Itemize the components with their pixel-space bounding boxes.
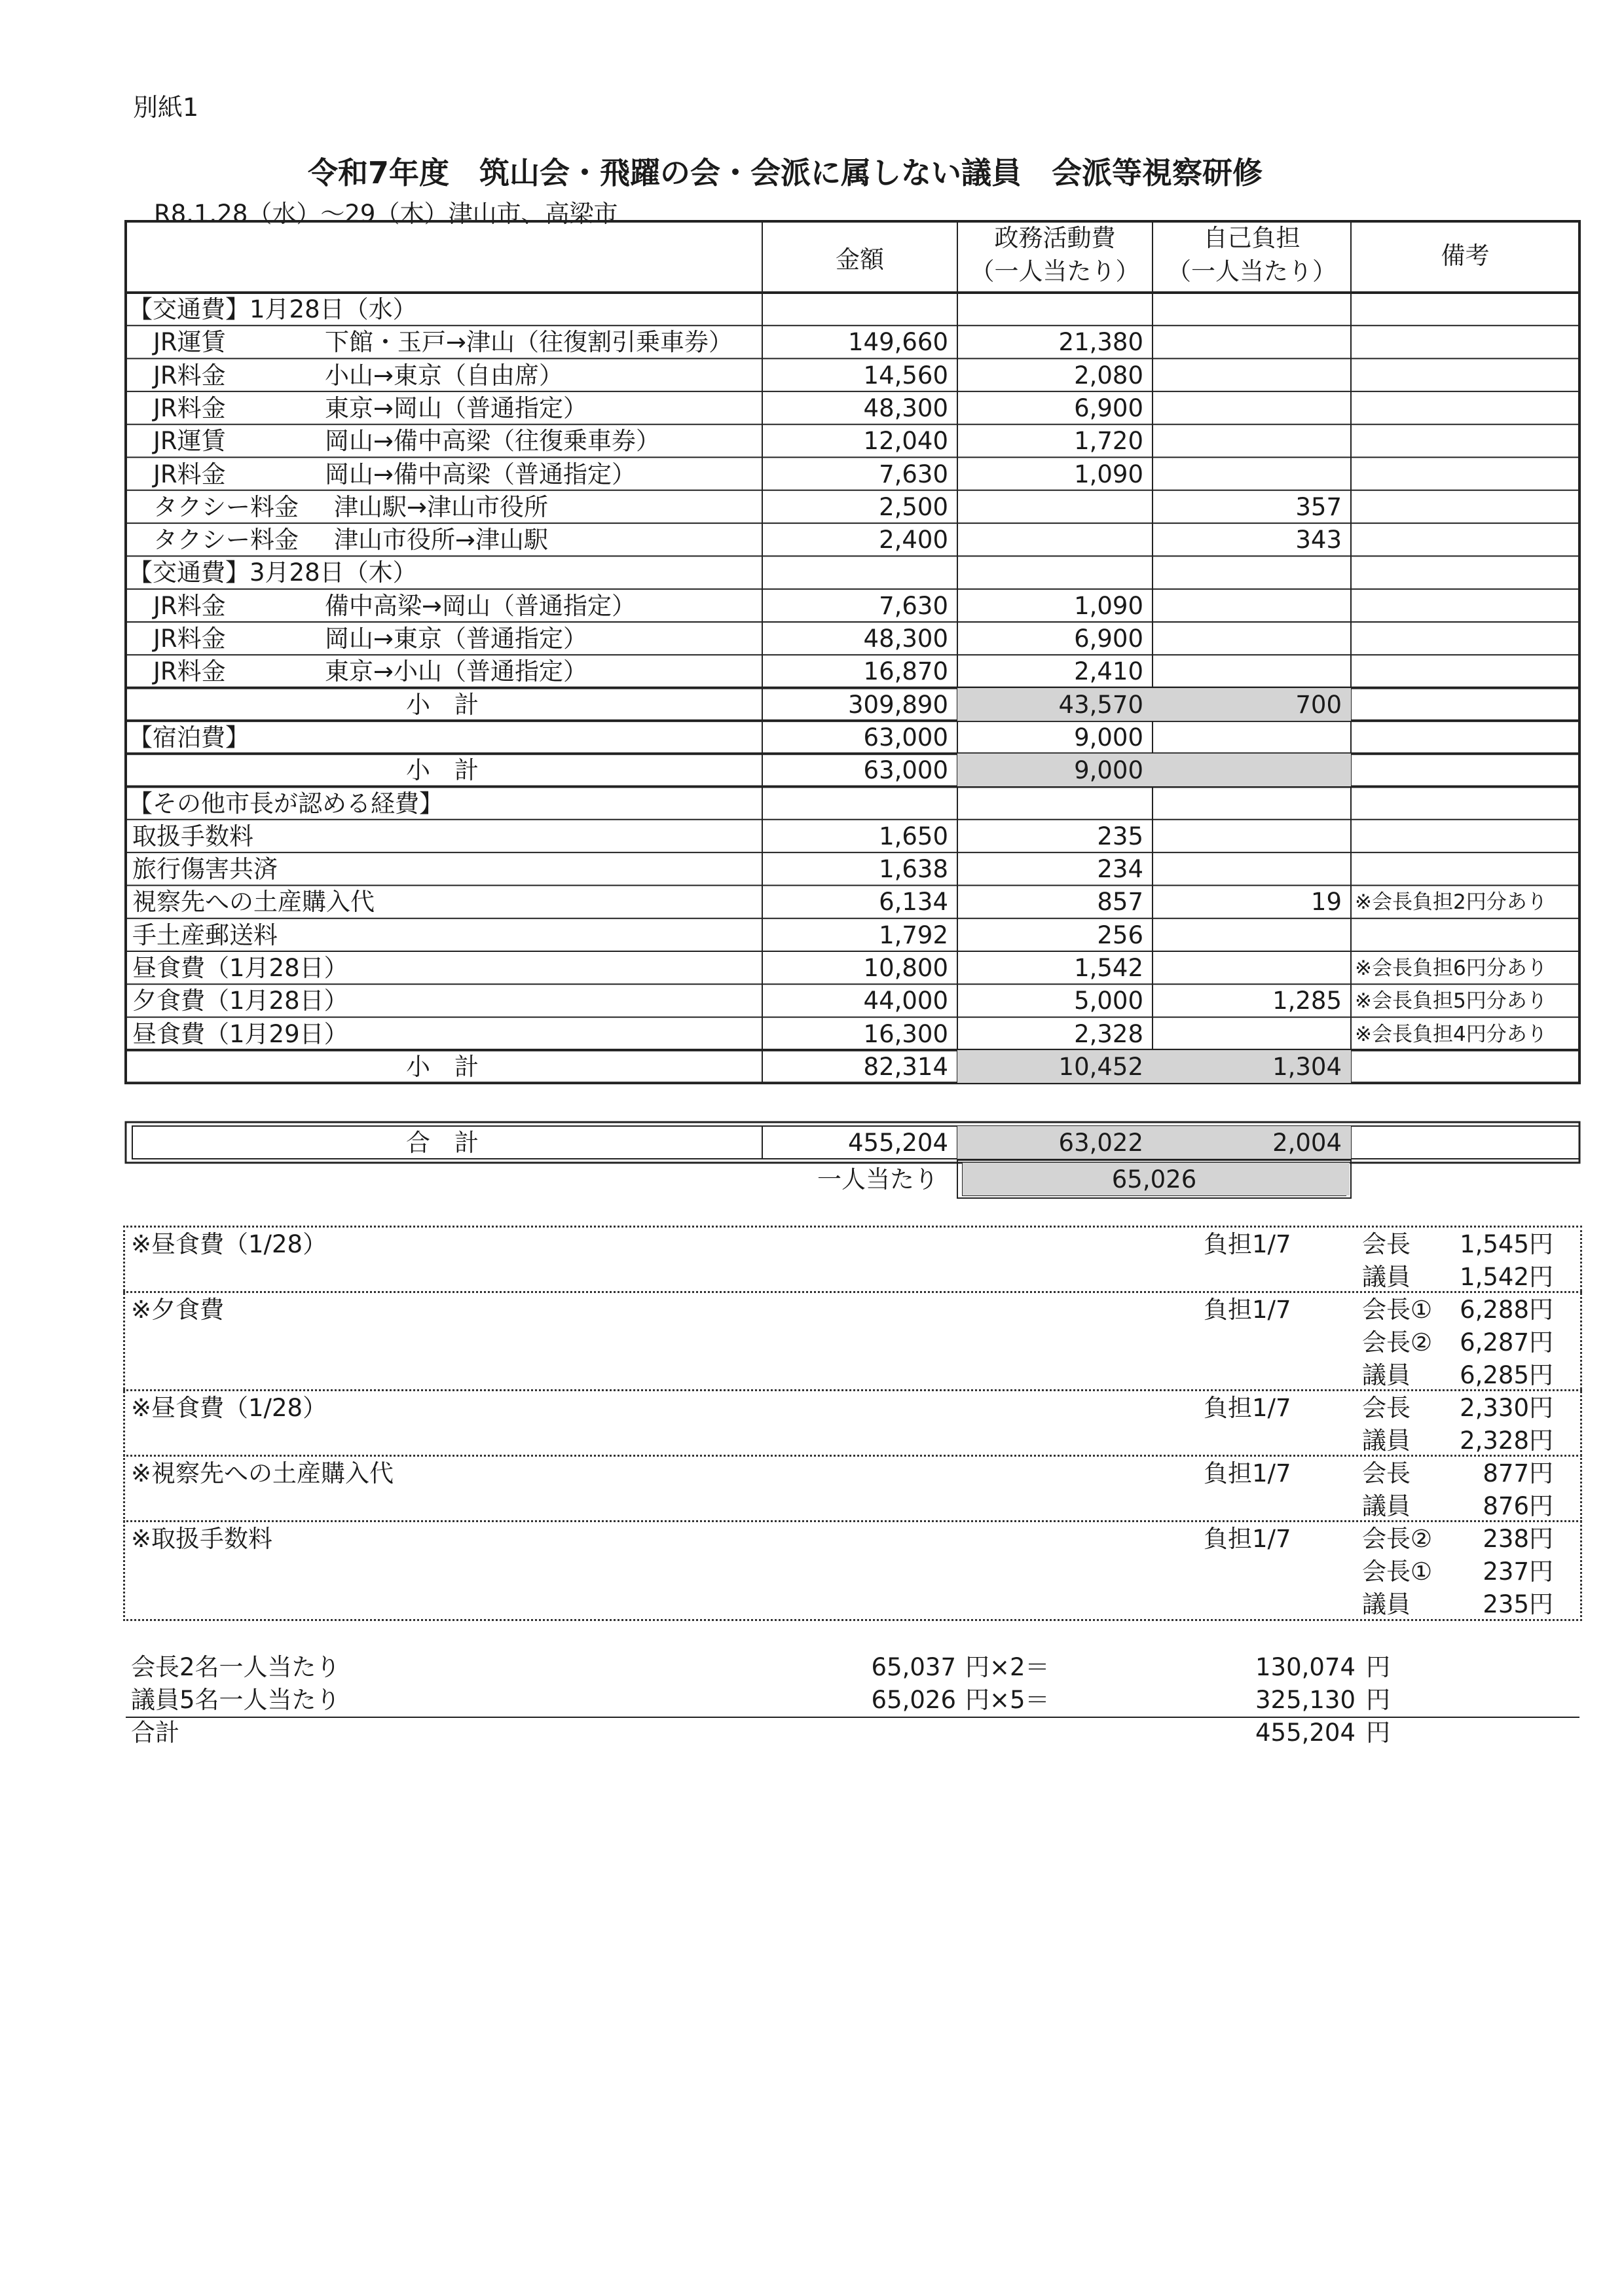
row-remarks: ※会長負担2円分あり [1355, 890, 1547, 915]
row-detail: 岡山→東京（普通指定） [325, 625, 588, 653]
row-seimu: 43,570 [1058, 690, 1143, 719]
subtotal-label: 小 計 [406, 690, 479, 719]
row-seimu: 857 [1097, 888, 1143, 917]
summary-formula: 円×2＝ [965, 1653, 1050, 1681]
note-title: ※昼食費（1/28） [131, 1394, 327, 1422]
row-item: JR料金 [153, 657, 226, 686]
column-header-remarks: 備考 [1441, 242, 1490, 270]
row-seimu: 9,000 [1074, 723, 1143, 752]
total-amount: 455,204 [847, 1129, 948, 1157]
row-item: JR運賃 [153, 427, 226, 456]
row-item: JR料金 [153, 460, 226, 488]
row-detail: 下館・玉戸→津山（往復割引乗車券） [325, 328, 733, 357]
row-self: 357 [1295, 492, 1342, 521]
note-who: 議員 [1362, 1590, 1411, 1618]
row-amount: 7,630 [879, 591, 948, 620]
total-seimu: 63,022 [1058, 1129, 1143, 1157]
note-title: ※視察先への土産購入代 [131, 1459, 394, 1487]
row-amount: 149,660 [847, 328, 948, 357]
row-seimu: 235 [1097, 822, 1143, 850]
summary-total: 455,204 [1255, 1719, 1356, 1747]
row-seimu: 1,720 [1074, 427, 1143, 456]
row-item: 夕食費（1月28日） [132, 987, 348, 1015]
note-separator [123, 1455, 1582, 1457]
row-amount: 2,500 [879, 492, 948, 521]
note-amount: 6,288円 [1460, 1296, 1553, 1324]
note-amount: 237円 [1483, 1558, 1553, 1586]
note-amount: 1,542円 [1460, 1263, 1553, 1291]
note-who: 会長 [1362, 1394, 1411, 1422]
note-separator [123, 1520, 1582, 1522]
note-share: 負担1/7 [1204, 1296, 1291, 1324]
row-seimu: 6,900 [1074, 625, 1143, 653]
row-amount: 48,300 [863, 393, 948, 422]
row-detail: 岡山→備中高梁（普通指定） [325, 460, 637, 488]
note-who: 会長① [1362, 1296, 1433, 1324]
row-item: 取扱手数料 [132, 822, 253, 850]
note-separator [123, 1291, 1582, 1293]
column-header-amount: 金額 [836, 246, 884, 274]
row-amount: 2,400 [879, 526, 948, 555]
row-amount: 12,040 [863, 427, 948, 456]
row-seimu: 1,542 [1074, 954, 1143, 982]
total-self: 2,004 [1272, 1129, 1342, 1157]
row-remarks: ※会長負担5円分あり [1355, 989, 1547, 1013]
per-person-label: 一人当たり [817, 1165, 938, 1194]
per-person-value: 65,026 [1111, 1165, 1197, 1194]
note-share: 負担1/7 [1204, 1459, 1291, 1487]
row-detail: 小山→東京（自由席） [325, 361, 564, 390]
note-who: 議員 [1362, 1427, 1411, 1455]
row-amount: 48,300 [863, 625, 948, 653]
note-who: 議員 [1362, 1492, 1411, 1520]
row-item: 昼食費（1月29日） [132, 1019, 348, 1048]
row-amount: 63,000 [863, 756, 948, 785]
row-self: 700 [1295, 690, 1342, 719]
row-seimu: 256 [1097, 920, 1143, 949]
row-detail: 東京→小山（普通指定） [325, 657, 588, 686]
note-amount: 876円 [1483, 1492, 1553, 1520]
note-title: ※夕食費 [131, 1296, 225, 1324]
summary-unit: 65,037 [871, 1653, 956, 1681]
row-detail: 津山駅→津山市役所 [334, 492, 549, 521]
row-detail: 岡山→備中高梁（往復乗車券） [325, 427, 661, 456]
row-self: 19 [1310, 888, 1342, 917]
subtotal-label: 小 計 [406, 756, 479, 785]
row-item: 旅行傷害共済 [132, 855, 278, 884]
note-who: 会長① [1362, 1558, 1433, 1586]
note-amount: 2,328円 [1460, 1427, 1553, 1455]
column-header-seimu-sub: （一人当たり） [970, 257, 1140, 285]
subtotal-label: 小 計 [406, 1052, 479, 1081]
row-item: JR料金 [153, 591, 226, 620]
summary-unit: 65,026 [871, 1686, 956, 1714]
row-amount: 1,650 [879, 822, 948, 850]
row-seimu: 2,328 [1074, 1019, 1143, 1048]
summary-formula: 円×5＝ [965, 1686, 1050, 1714]
note-who: 会長 [1362, 1230, 1411, 1258]
row-amount: 63,000 [863, 723, 948, 752]
row-amount: 10,800 [863, 954, 948, 982]
summary-total: 130,074 [1255, 1653, 1356, 1681]
row-amount: 309,890 [847, 690, 948, 719]
row-self: 1,285 [1272, 987, 1342, 1015]
note-share: 負担1/7 [1204, 1230, 1291, 1258]
summary-yen: 円 [1366, 1719, 1390, 1747]
row-seimu: 2,410 [1074, 657, 1143, 686]
row-amount: 1,792 [879, 920, 948, 949]
note-who: 議員 [1362, 1361, 1411, 1389]
note-amount: 238円 [1483, 1525, 1553, 1553]
total-label: 合 計 [406, 1129, 479, 1157]
row-seimu: 6,900 [1074, 393, 1143, 422]
row-amount: 6,134 [879, 888, 948, 917]
row-item: JR運賃 [153, 328, 226, 357]
row-item: 【その他市長が認める経費】 [128, 789, 443, 818]
row-seimu: 1,090 [1074, 591, 1143, 620]
row-seimu: 234 [1097, 855, 1143, 884]
row-amount: 1,638 [879, 855, 948, 884]
summary-total: 325,130 [1255, 1686, 1356, 1714]
note-title: ※昼食費（1/28） [131, 1230, 327, 1258]
summary-label: 議員5名一人当たり [131, 1686, 341, 1714]
summary-yen: 円 [1366, 1653, 1390, 1681]
row-amount: 14,560 [863, 361, 948, 390]
subtotal-shade-self [1153, 754, 1351, 786]
note-amount: 235円 [1483, 1590, 1553, 1618]
row-amount: 7,630 [879, 460, 948, 488]
row-item: タクシー料金 [153, 526, 299, 555]
row-item: タクシー料金 [153, 492, 299, 521]
row-self: 1,304 [1272, 1052, 1342, 1081]
note-who: 議員 [1362, 1263, 1411, 1291]
row-item: 【交通費】1月28日（水） [128, 295, 417, 323]
note-who: 会長② [1362, 1328, 1433, 1357]
attachment-label: 別紙1 [133, 93, 199, 122]
row-detail: 津山市役所→津山駅 [334, 526, 549, 555]
note-amount: 6,285円 [1460, 1361, 1553, 1389]
row-amount: 82,314 [863, 1052, 948, 1081]
note-share: 負担1/7 [1204, 1525, 1291, 1553]
row-seimu: 21,380 [1058, 328, 1143, 357]
summary-label: 会長2名一人当たり [131, 1653, 341, 1681]
row-item: 視察先への土産購入代 [132, 888, 375, 917]
column-header-seimu: 政務活動費 [994, 224, 1116, 252]
row-remarks: ※会長負担4円分あり [1355, 1022, 1547, 1046]
note-share: 負担1/7 [1204, 1394, 1291, 1422]
row-amount: 44,000 [863, 987, 948, 1015]
note-amount: 2,330円 [1460, 1394, 1553, 1422]
row-item: 手土産郵送料 [132, 920, 278, 949]
row-detail: 備中高梁→岡山（普通指定） [325, 591, 637, 620]
note-who: 会長 [1362, 1459, 1411, 1487]
document-title: 令和7年度 筑山会・飛躍の会・会派に属しない議員 会派等視察研修 [308, 155, 1263, 191]
row-amount: 16,300 [863, 1019, 948, 1048]
row-amount: 16,870 [863, 657, 948, 686]
note-title: ※取扱手数料 [131, 1525, 273, 1553]
row-seimu: 5,000 [1074, 987, 1143, 1015]
row-item: 昼食費（1月28日） [132, 954, 348, 982]
row-seimu: 10,452 [1058, 1052, 1143, 1081]
trip-dates: R8.1.28（水）～29（木）津山市、高梁市 [154, 200, 618, 228]
row-seimu: 1,090 [1074, 460, 1143, 488]
note-separator [123, 1389, 1582, 1391]
note-amount: 877円 [1483, 1459, 1553, 1487]
row-item: JR料金 [153, 361, 226, 390]
note-who: 会長② [1362, 1525, 1433, 1553]
row-seimu: 2,080 [1074, 361, 1143, 390]
row-item: JR料金 [153, 393, 226, 422]
note-amount: 6,287円 [1460, 1328, 1553, 1357]
row-item: 【宿泊費】 [128, 723, 249, 752]
row-remarks: ※会長負担6円分あり [1355, 957, 1547, 980]
note-amount: 1,545円 [1460, 1230, 1553, 1258]
summary-label: 合計 [131, 1719, 179, 1747]
row-item: 【交通費】3月28日（木） [128, 558, 417, 587]
summary-yen: 円 [1366, 1686, 1390, 1714]
row-detail: 東京→岡山（普通指定） [325, 393, 588, 422]
column-header-self: 自己負担 [1203, 224, 1301, 252]
row-self: 343 [1295, 526, 1342, 555]
summary-rule [126, 1717, 1579, 1718]
row-seimu: 9,000 [1074, 756, 1143, 785]
row-item: JR料金 [153, 625, 226, 653]
column-header-self-sub: （一人当たり） [1167, 257, 1337, 285]
